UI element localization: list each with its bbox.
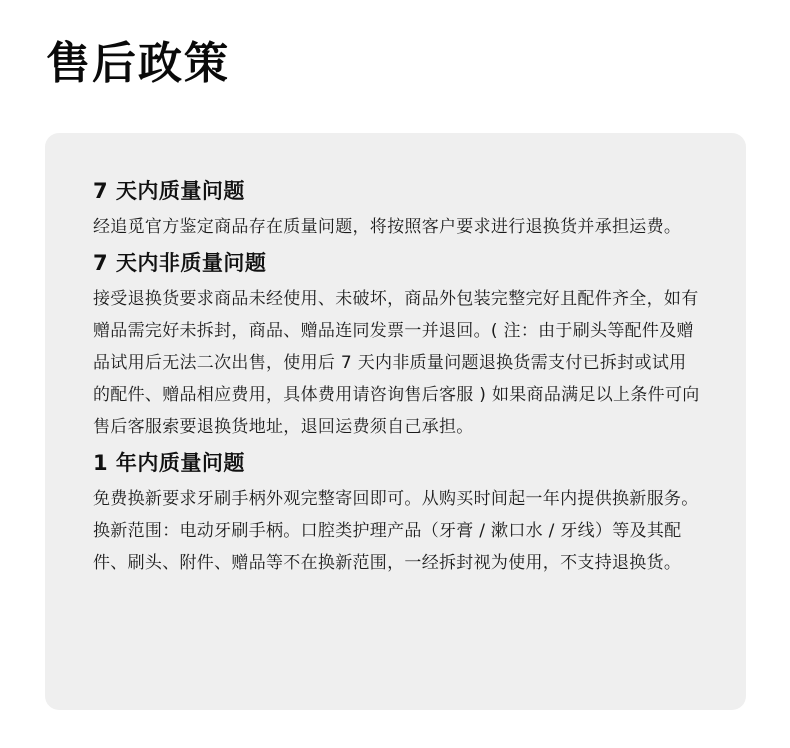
policy-card <box>45 133 746 710</box>
section-heading: 1 年内质量问题 <box>93 451 245 475</box>
section-body: 免费换新要求牙刷手柄外观完整寄回即可。从购买时间起一年内提供换新服务。换新范围：电动牙刷手柄。口腔类护理产品（牙膏 / 漱口水 / 牙线）等及其配件、刷头、附件、赠品等不在换新范围，一经拆封视为使用，不支持退换货。 <box>93 489 699 573</box>
section-heading: 7 天内质量问题 <box>93 179 245 203</box>
policy-section-1year-quality <box>93 447 706 579</box>
policy-section-7day-non-quality <box>93 247 706 443</box>
policy-section-7day-quality <box>93 175 706 243</box>
section-body: 接受退换货要求商品未经使用、未破坏，商品外包装完整完好且配件齐全，如有赠品需完好未拆封，商品、赠品连同发票一并退回。( 注：由于刷头等配件及赠品试用后无法二次出售，使用后 7 天内非质量问题退换货需支付已拆封或试用的配件、赠品相应费用，具体费用请咨询售后客服 ) 如果商品满足以上条件可向售后客服索要退换货地址，退回运费须自己承担。 <box>93 289 700 437</box>
page-title: 售后政策 <box>46 38 230 89</box>
section-body: 经追觅官方鉴定商品存在质量问题，将按照客户要求进行退换货并承担运费。 <box>93 217 682 237</box>
section-heading: 7 天内非质量问题 <box>93 251 267 275</box>
